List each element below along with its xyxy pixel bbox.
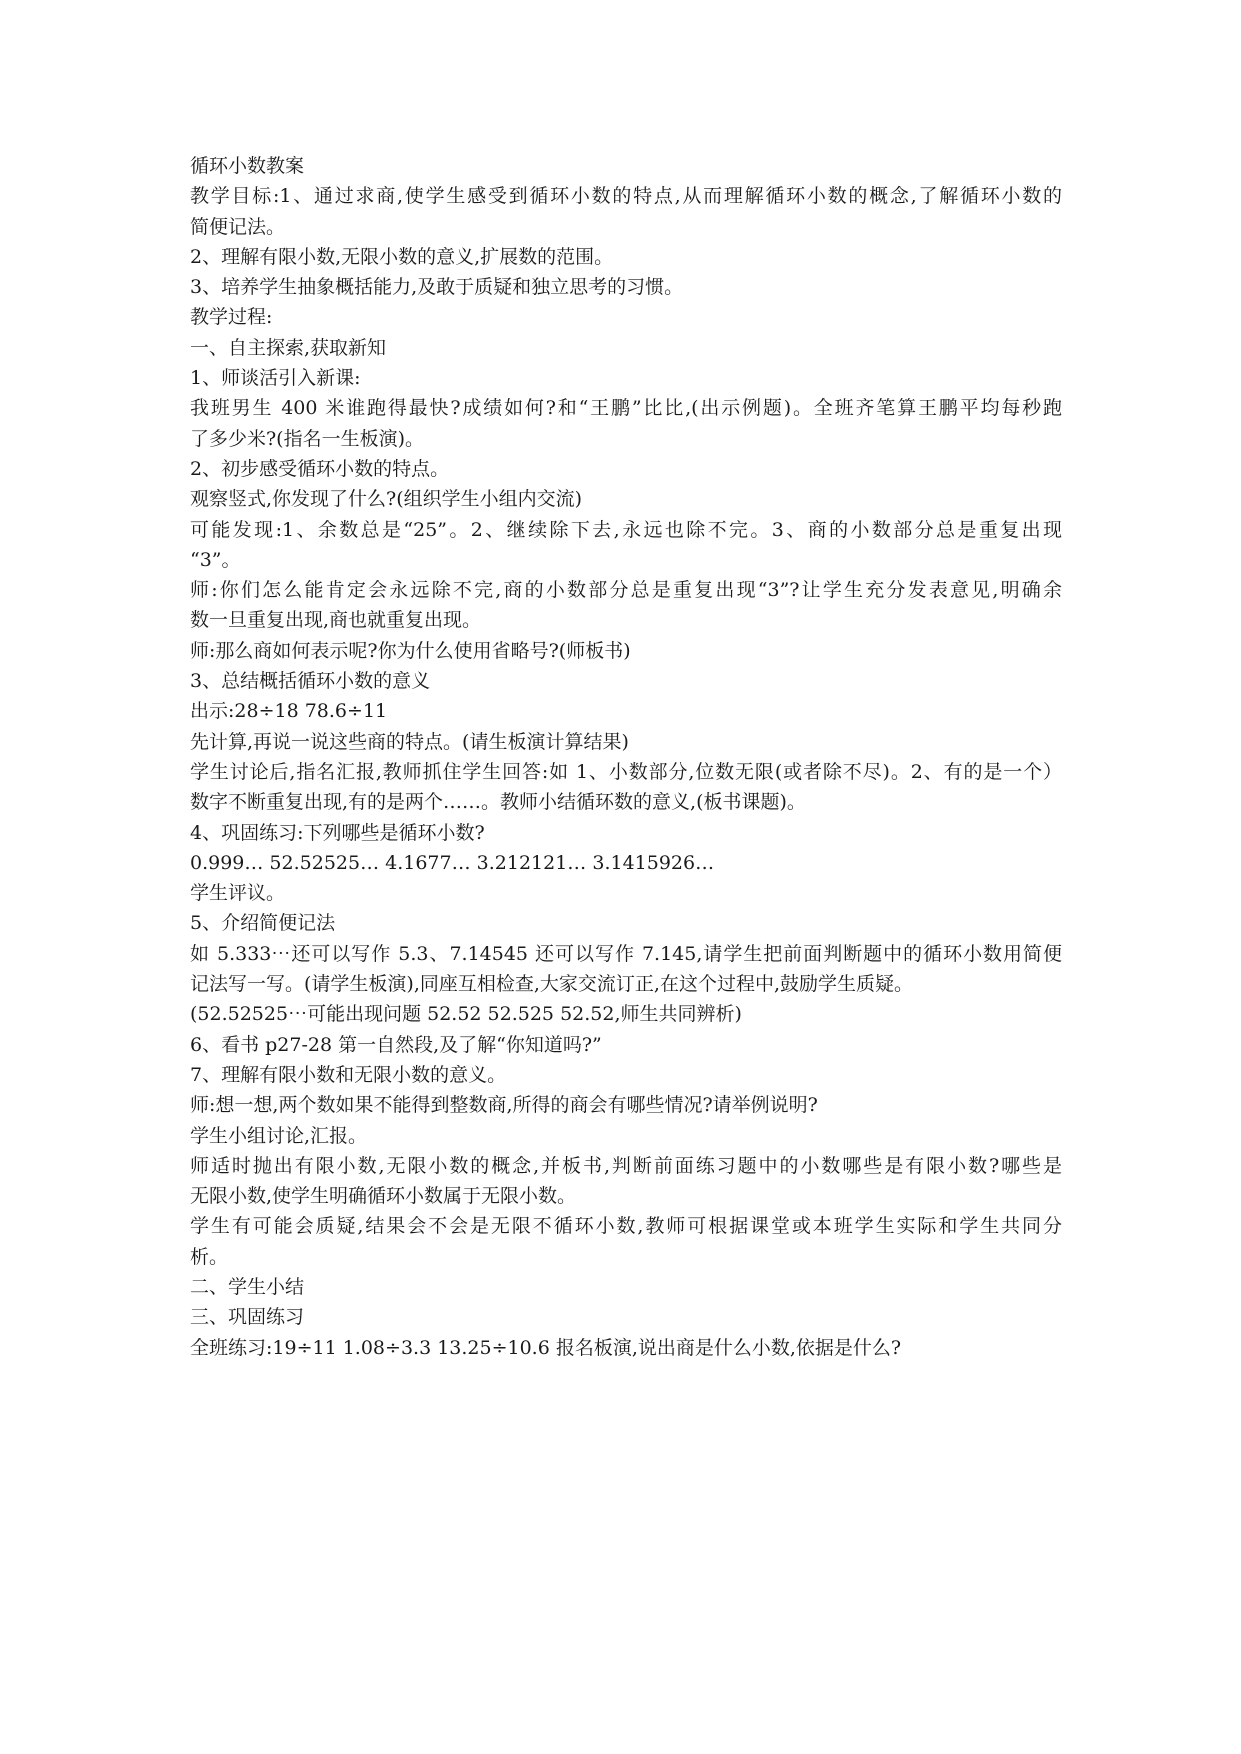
text-line: 2、初步感受循环小数的特点。 [190,457,450,480]
text-line: 6、看书 p27-28 第一自然段,及了解“你知道吗?” [190,1033,602,1056]
text-line: (52.52525⋯可能出现问题 52.52 52.525 52.52,师生共同辨析) [190,1003,742,1026]
text-line: 师适时抛出有限小数,无限小数的概念,并板书,判断前面练习题中的小数哪些是有限小数?哪些是 [190,1154,1062,1177]
text-line: 5、介绍简便记法 [190,912,336,935]
text-line: 教学目标:1、通过求商,使学生感受到循环小数的特点,从而理解循环小数的概念,了解循环小数的 [190,185,1062,208]
text-line: 三、巩固练习 [190,1306,305,1329]
text-line: 全班练习:19÷11 1.08÷3.3 13.25÷10.6 报名板演,说出商是什么小数,依据是什么? [190,1336,902,1359]
text-line: 二、学生小结 [190,1275,305,1298]
text-line: 如 5.333⋯还可以写作 5.3、7.14545 还可以写作 7.145,请学生把前面判断题中的循环小数用简便 [190,942,1062,965]
document-title: 循环小数教案 [190,155,305,177]
text-line: 4、巩固练习:下列哪些是循环小数? [190,821,485,844]
text-line: 3、培养学生抽象概括能力,及敢于质疑和独立思考的习惯。 [190,276,684,299]
text-line: 2、理解有限小数,无限小数的意义,扩展数的范围。 [190,245,614,268]
text-line: 观察竖式,你发现了什么?(组织学生小组内交流) [190,488,583,511]
text-line: 可能发现:1、余数总是“25”。2、继续除下去,永远也除不完。3、商的小数部分总是重复出现 [190,518,1062,541]
document-body [190,151,1062,1363]
text-line: 先计算,再说一说这些商的特点。(请生板演计算结果) [190,730,629,753]
text-line: 学生有可能会质疑,结果会不会是无限不循环小数,教师可根据课堂或本班学生实际和学生共同分 [190,1215,1062,1238]
text-line: 学生讨论后,指名汇报,教师抓住学生回答:如 1、小数部分,位数无限(或者除不尽)。2、有的是一个） [190,760,1062,783]
text-line: 记法写一写。(请学生板演),同座互相检查,大家交流订正,在这个过程中,鼓励学生质疑。 [190,973,913,996]
text-line: 7、理解有限小数和无限小数的意义。 [190,1063,507,1086]
text-line: 数一旦重复出现,商也就重复出现。 [190,609,482,632]
text-line: 一、自主探索,获取新知 [190,336,387,359]
text-line: 无限小数,使学生明确循环小数属于无限小数。 [190,1185,577,1208]
text-line: 3、总结概括循环小数的意义 [190,670,431,693]
text-line: 师:你们怎么能肯定会永远除不完,商的小数部分总是重复出现“3”?让学生充分发表意见,明确余 [190,579,1062,602]
text-line: 数字不断重复出现,有的是两个……。教师小结循环数的意义,(板书课题)。 [190,791,806,814]
text-line: 1、师谈活引入新课: [190,367,361,390]
text-line: 析。 [190,1245,229,1268]
text-line: 出示:28÷18 78.6÷11 [190,700,388,723]
text-line: 教学过程: [190,306,273,329]
text-line: 简便记法。 [190,215,286,238]
text-line: “3”。 [190,548,241,571]
text-line: 师:那么商如何表示呢?你为什么使用省略号?(师板书) [190,639,631,662]
text-line: 0.999… 52.52525… 4.1677… 3.212121… 3.1415926… [190,851,715,874]
text-line: 学生小组讨论,汇报。 [190,1124,368,1147]
text-line: 学生评议。 [190,882,286,905]
text-line: 师:想一想,两个数如果不能得到整数商,所得的商会有哪些情况?请举例说明? [190,1094,818,1117]
text-line: 我班男生 400 米谁跑得最快?成绩如何?和“王鹏”比比,(出示例题)。全班齐笔算王鹏平均每秒跑 [190,397,1062,420]
text-line: 了多少米?(指名一生板演)。 [190,427,425,450]
